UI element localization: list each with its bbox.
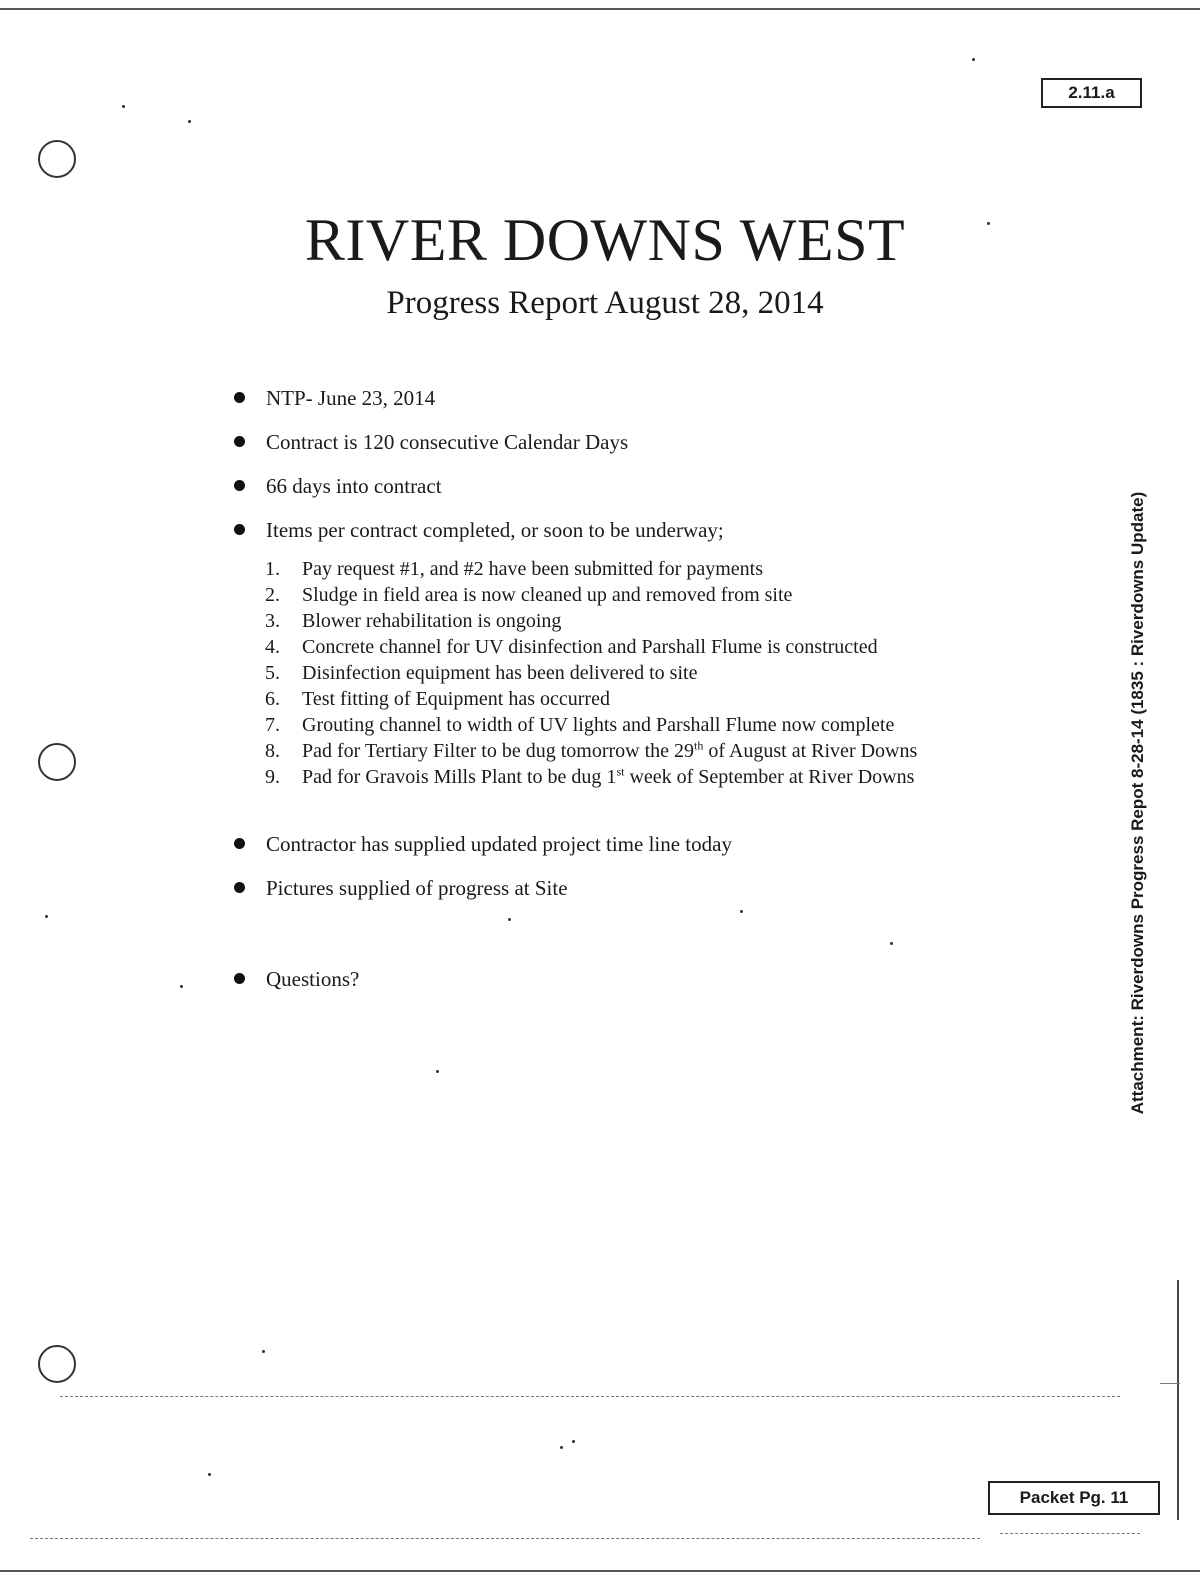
scan-speck	[740, 910, 743, 913]
scan-dash-mark	[1160, 1383, 1180, 1384]
bullet-text: NTP- June 23, 2014	[266, 386, 436, 410]
completed-items-list	[265, 556, 917, 790]
punch-hole-bottom	[38, 1345, 76, 1383]
scan-speck	[208, 1473, 211, 1476]
numbered-item	[265, 608, 917, 634]
bullet-item	[232, 384, 724, 428]
item-number: 5.	[265, 662, 280, 684]
scan-dash-line	[1000, 1533, 1140, 1534]
scan-speck	[436, 1070, 439, 1073]
bullet-text: 66 days into contract	[266, 474, 442, 498]
scan-speck	[560, 1446, 563, 1449]
item-text: Blower rehabilitation is ongoing	[302, 610, 562, 632]
bullet-dot-icon	[234, 480, 245, 491]
ordinal-suffix: st	[616, 764, 625, 779]
numbered-item	[265, 738, 917, 764]
bullet-item	[232, 472, 724, 516]
attachment-label: Attachment: Riverdowns Progress Repot 8-28-14 (1835 : Riverdowns Update)	[1128, 491, 1147, 1115]
bullet-text: Contractor has supplied updated project time line today	[266, 832, 732, 856]
status-bullets	[232, 384, 724, 560]
bullet-text: Items per contract completed, or soon to be underway;	[266, 518, 724, 542]
item-text: Pad for Gravois Mills Plant to be dug 1	[302, 766, 617, 788]
item-number: 3.	[265, 610, 280, 632]
scan-dash-line	[60, 1396, 1120, 1397]
bullet-dot-icon	[234, 392, 245, 403]
bullet-item	[232, 830, 732, 874]
scan-speck	[262, 1350, 265, 1353]
item-number: 1.	[265, 558, 280, 580]
bullet-item	[232, 965, 359, 1009]
questions-bullet	[232, 965, 359, 1009]
item-number: 7.	[265, 714, 280, 736]
numbered-item	[265, 634, 917, 660]
bullet-text: Pictures supplied of progress at Site	[266, 876, 568, 900]
ordinal-suffix: th	[694, 738, 704, 753]
bullet-item	[232, 874, 732, 918]
bullet-dot-icon	[234, 838, 245, 849]
item-text: Test fitting of Equipment has occurred	[302, 688, 610, 710]
bullet-dot-icon	[234, 524, 245, 535]
bottom-scan-border	[0, 1570, 1200, 1572]
item-code-box: 2.11.a	[1041, 78, 1142, 108]
numbered-item	[265, 582, 917, 608]
bullet-dot-icon	[234, 436, 245, 447]
document-title: RIVER DOWNS WEST	[304, 207, 906, 273]
bullet-dot-icon	[234, 973, 245, 984]
bullet-dot-icon	[234, 882, 245, 893]
item-text: Sludge in field area is now cleaned up and removed from site	[302, 584, 793, 606]
item-text: Grouting channel to width of UV lights and Parshall Flume now complete	[302, 714, 895, 736]
scan-speck	[508, 918, 511, 921]
punch-hole-middle	[38, 743, 76, 781]
scan-speck	[972, 58, 975, 61]
item-number: 6.	[265, 688, 280, 710]
document-subtitle: Progress Report August 28, 2014	[386, 285, 824, 321]
scan-speck	[122, 105, 125, 108]
item-text: of August at River Downs	[703, 740, 918, 762]
bullet-text: Contract is 120 consecutive Calendar Days	[266, 430, 629, 454]
item-text: Concrete channel for UV disinfection and Parshall Flume is constructed	[302, 636, 878, 658]
numbered-item	[265, 660, 917, 686]
update-bullets	[232, 830, 732, 918]
bullet-text: Questions?	[266, 967, 360, 991]
packet-page-box: Packet Pg. 11	[988, 1481, 1160, 1515]
numbered-item	[265, 556, 917, 582]
item-text: Pay request #1, and #2 have been submitted for payments	[302, 558, 763, 580]
numbered-item	[265, 712, 917, 738]
top-scan-border	[0, 8, 1200, 10]
scan-speck	[45, 915, 48, 918]
scan-speck	[572, 1440, 575, 1443]
numbered-item	[265, 764, 917, 790]
punch-hole-top	[38, 140, 76, 178]
item-text: Pad for Tertiary Filter to be dug tomorrow the 29	[302, 740, 695, 762]
scan-speck	[890, 942, 893, 945]
numbered-item	[265, 686, 917, 712]
item-number: 8.	[265, 740, 280, 762]
item-number: 9.	[265, 766, 280, 788]
scan-speck	[987, 222, 990, 225]
item-text: Disinfection equipment has been delivered to site	[302, 662, 698, 684]
bullet-item	[232, 516, 724, 560]
bullet-item	[232, 428, 724, 472]
scan-speck	[180, 985, 183, 988]
scan-speck	[188, 120, 191, 123]
item-text: week of September at River Downs	[624, 766, 915, 788]
scan-dash-line	[30, 1538, 980, 1539]
item-number: 4.	[265, 636, 280, 658]
right-scan-border	[1177, 1280, 1179, 1520]
item-number: 2.	[265, 584, 280, 606]
